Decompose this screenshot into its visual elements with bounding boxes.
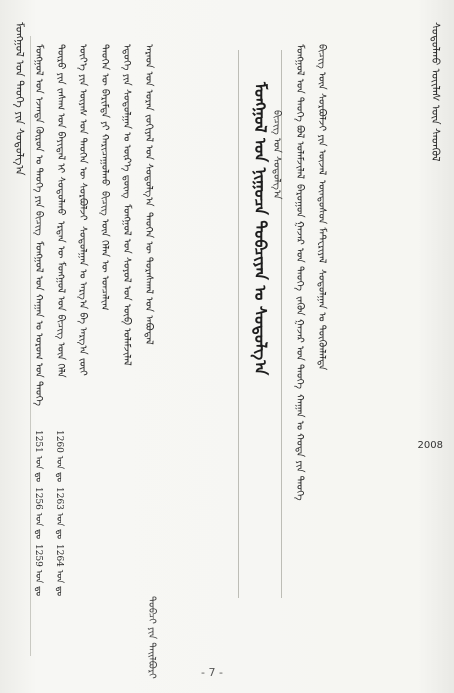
body-line: ᠲᠡᠦᠬᠡᠨ ᠦ ᠳᠤᠷᠠᠰᠬᠠᠯ ᠤᠨ ᠠᠪᠤᠳᠠᠯ [143,211,154,345]
body-line: ᠮᠣᠩᠭᠣᠯ ᠤᠨ ᠰᠣᠶᠣᠯ ᠤᠨ ᠦᠪ ᠤᠯᠠᠮᠵᠢᠯᠠᠯ [121,203,132,366]
body-line: ᠪᠢᠴᠢᠭ ᠦᠨ ᠰᠤᠷᠪᠤᠯᠵᠢ ᠶᠢᠨ ᠦᠵᠡᠯ [316,44,327,176]
text-block-middle [29,430,231,660]
body-line: ᠮᠣᠩᠭᠣᠯ ᠤᠨ ᠬᠠᠭᠠᠨ ᠤ ᠤᠷᠤᠭ ᠤᠨ ᠲᠡᠦᠬᠡ [33,240,44,406]
body-line: ᠮᠣᠩᠭᠣᠯ ᠤᠨ ᠡᠵᠡᠨᠲᠡ ᠭᠦᠷᠦᠨ ᠤ ᠲᠡᠦᠬᠡ ᠶᠢᠨ ᠪᠢᠴᠢᠭ [33,44,44,236]
body-column-middle [29,430,71,650]
date-line: 1260 ᠣᠨ ᠳᠤ [54,430,64,483]
header-right: ᠰᠤᠳᠤᠯᠬᠤ ᠦᠢᠯᠡᠰ ᠦᠨ ᠰᠡᠳᠬᠦᠯ [429,22,442,162]
date-line: 1264 ᠣᠨ ᠳᠤ [54,544,64,597]
date-line: 1256 ᠣᠨ ᠳᠤ [33,487,43,540]
body-line: ᠦᠶ᠎ᠡ ᠶᠢᠨ ᠦᠶᠡᠰ ᠤᠨ ᠲᠡᠦᠬᠡᠨ ᠦ ᠰᠤᠷᠪᠤᠯᠵᠢ [77,44,88,221]
page-number: - 7 - [201,666,223,679]
body-line: ᠰᠤᠳᠤᠯᠭᠠᠨ ᠤ ᠳᠦᠭᠦᠨᠯᠡᠯᠲᠡ [316,268,327,370]
body-line: ᠵᠡᠭᠦᠨ ᠭᠠᠵᠠᠷ ᠤᠨ ᠲᠡᠦᠬᠡ [294,296,305,390]
body-line: ᠡᠷᠲᠡᠨ ᠦ ᠮᠣᠩᠭᠣᠯ ᠤᠨ ᠪᠢᠴᠢᠭ ᠦᠨ ᠬᠡᠯᠡ [55,220,66,378]
body-line: ᠪᠠᠷᠤᠭᠤᠨ ᠭᠠᠵᠠᠷ ᠤᠨ ᠲᠡᠦᠬᠡ [294,184,305,292]
date-line: 1251 ᠣᠨ ᠳᠤ [33,430,43,483]
article-subtitle: ᠪᠢᠴᠢᠭ ᠤᠨ ᠰᠤᠳᠤᠯᠭ᠎ᠠ [271,110,282,200]
body-line: ᠰᠤᠳᠤᠯᠭᠠᠨ ᠤ ᠠᠷᠭ᠎ᠠ ᠪᠠ ᠠᠷᠭ᠎ᠠ ᠵᠦᠢ [77,225,88,376]
body-column-right [290,44,334,624]
body-line: ᠲᠡᠦᠬᠡᠨ ᠦ ᠪᠠᠷᠢᠮᠲᠠ ᠶᠢ ᠬᠠᠷᠢᠴᠠᠭᠤᠯᠬᠤ [99,44,110,186]
header-left: ᠮᠣᠩᠭᠣᠯ ᠤᠨ ᠲᠡᠦᠬᠡ ᠶᠢᠨ ᠰᠤᠳᠤᠯᠭ᠎ᠠ [13,22,26,176]
date-line: 1263 ᠣᠨ ᠳᠤ [54,487,64,540]
article-title: ᠮᠣᠩᠭᠣᠯ ᠤᠨ ᠨᠢᠭᠤᠴᠠ ᠲᠣᠪᠴᠢᠶᠠᠨ ᠤ ᠰᠤᠳᠤᠯᠭ᠎ᠠ [251,82,270,376]
header-year: 2008 [417,440,443,451]
body-line: ᠲᠦᠷᠦ ᠶᠢᠨ ᠵᠠᠰᠠᠭ ᠤᠨ ᠪᠠᠶᠢᠳᠠᠯ ᠢ ᠰᠤᠳᠤᠯᠬᠤ [55,44,66,216]
body-line: ᠡᠳᠦᠭᠡ ᠶᠢᠨ ᠰᠤᠳᠤᠯᠭᠠᠨ ᠤ ᠦᠷ᠎ᠡ ᠳ᠋ᠦᠩ [121,44,132,199]
body-line: ᠮᠣᠩᠭᠣᠯ ᠤᠨ ᠲᠡᠦᠬᠡ ᠪᠣᠯ ᠤᠯᠠᠮᠵᠢᠯᠠᠯ [294,44,305,180]
text-block-right [290,44,410,624]
footnote: ᠲᠣᠪᠴᠢ ᠶᠢᠨ ᠲᠠᠢᠯᠪᠤᠷᠢ [146,596,157,679]
body-line: ᠬᠠᠭᠠᠨ ᠤ ᠬᠣᠲᠠ ᠶᠢᠨ ᠲᠡᠦᠬᠡ [294,394,305,501]
date-line: 1259 ᠣᠨ ᠳᠤ [33,544,43,597]
body-line: ᠪᠢᠴᠢᠭ ᠦᠨ ᠬᠡᠯᠡᠨ ᠦ ᠤᠨᠴᠠᠯᠢᠭ [99,191,110,311]
body-line: ᠦᠨᠳᠦᠰᠦᠨ ᠮᠠᠲ᠋ᠸᠷᠢᠶᠠᠯ [316,180,327,264]
text-block-left [29,44,231,414]
body-column-left [29,44,161,414]
body-line: ᠠᠷᠠᠳ ᠤᠨ ᠤᠷᠠᠨ ᠵᠣᠬᠢᠶᠠᠯ ᠤᠨ ᠰᠤᠳᠤᠯᠭ᠎ᠠ [143,44,154,207]
